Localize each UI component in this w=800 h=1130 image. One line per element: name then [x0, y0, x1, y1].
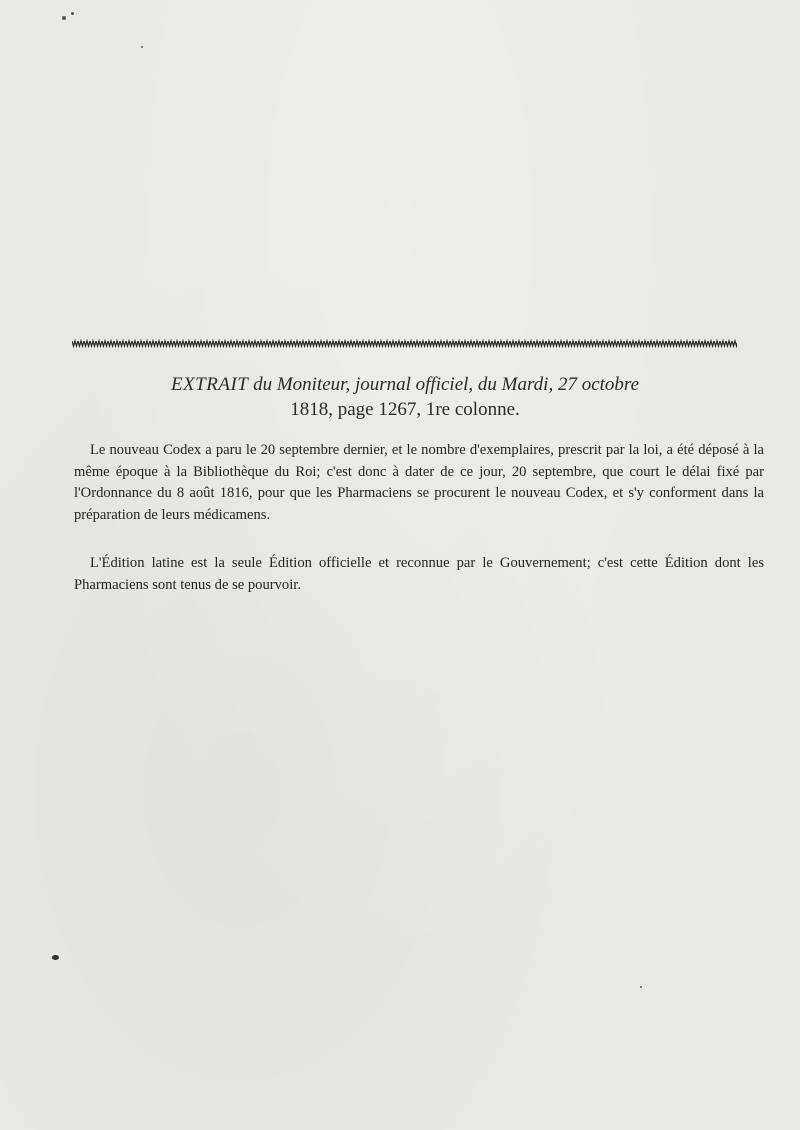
title-line-1	[70, 372, 740, 397]
paragraph-1: Le nouveau Codex a paru le 20 septembre dernier, et le nombre d'exemplaires, prescrit par la loi, a été déposé à la même époque à la Bibliothèque du Roi; c'est donc à dater de ce jour, 20 septembre, que court le délai fixé par l'Ordonnance du 8 août 1816, pour que les Pharmaciens se procurent le nouveau Codex, et s'y conforment dans la préparation de leurs médicamens.	[74, 442, 764, 523]
title-caps: EXTRAIT	[170, 374, 249, 395]
ornamental-rule	[72, 338, 737, 348]
ink-speck	[71, 12, 74, 15]
document-title	[70, 372, 740, 422]
title-line-2: 1818, page 1267, 1re colonne.	[290, 399, 520, 420]
ink-speck	[640, 986, 642, 988]
title-rest: du Moniteur, journal officiel, du Mardi, 27 octobre	[253, 374, 640, 395]
ink-speck	[141, 46, 143, 48]
paragraph-2: L'Édition latine est la seule Édition officielle et reconnue par le Gouvernement; c'est cette Édition dont les Pharmaciens sont tenus de se pourvoir.	[74, 555, 764, 593]
ink-speck	[52, 955, 59, 960]
ink-speck	[62, 16, 66, 20]
